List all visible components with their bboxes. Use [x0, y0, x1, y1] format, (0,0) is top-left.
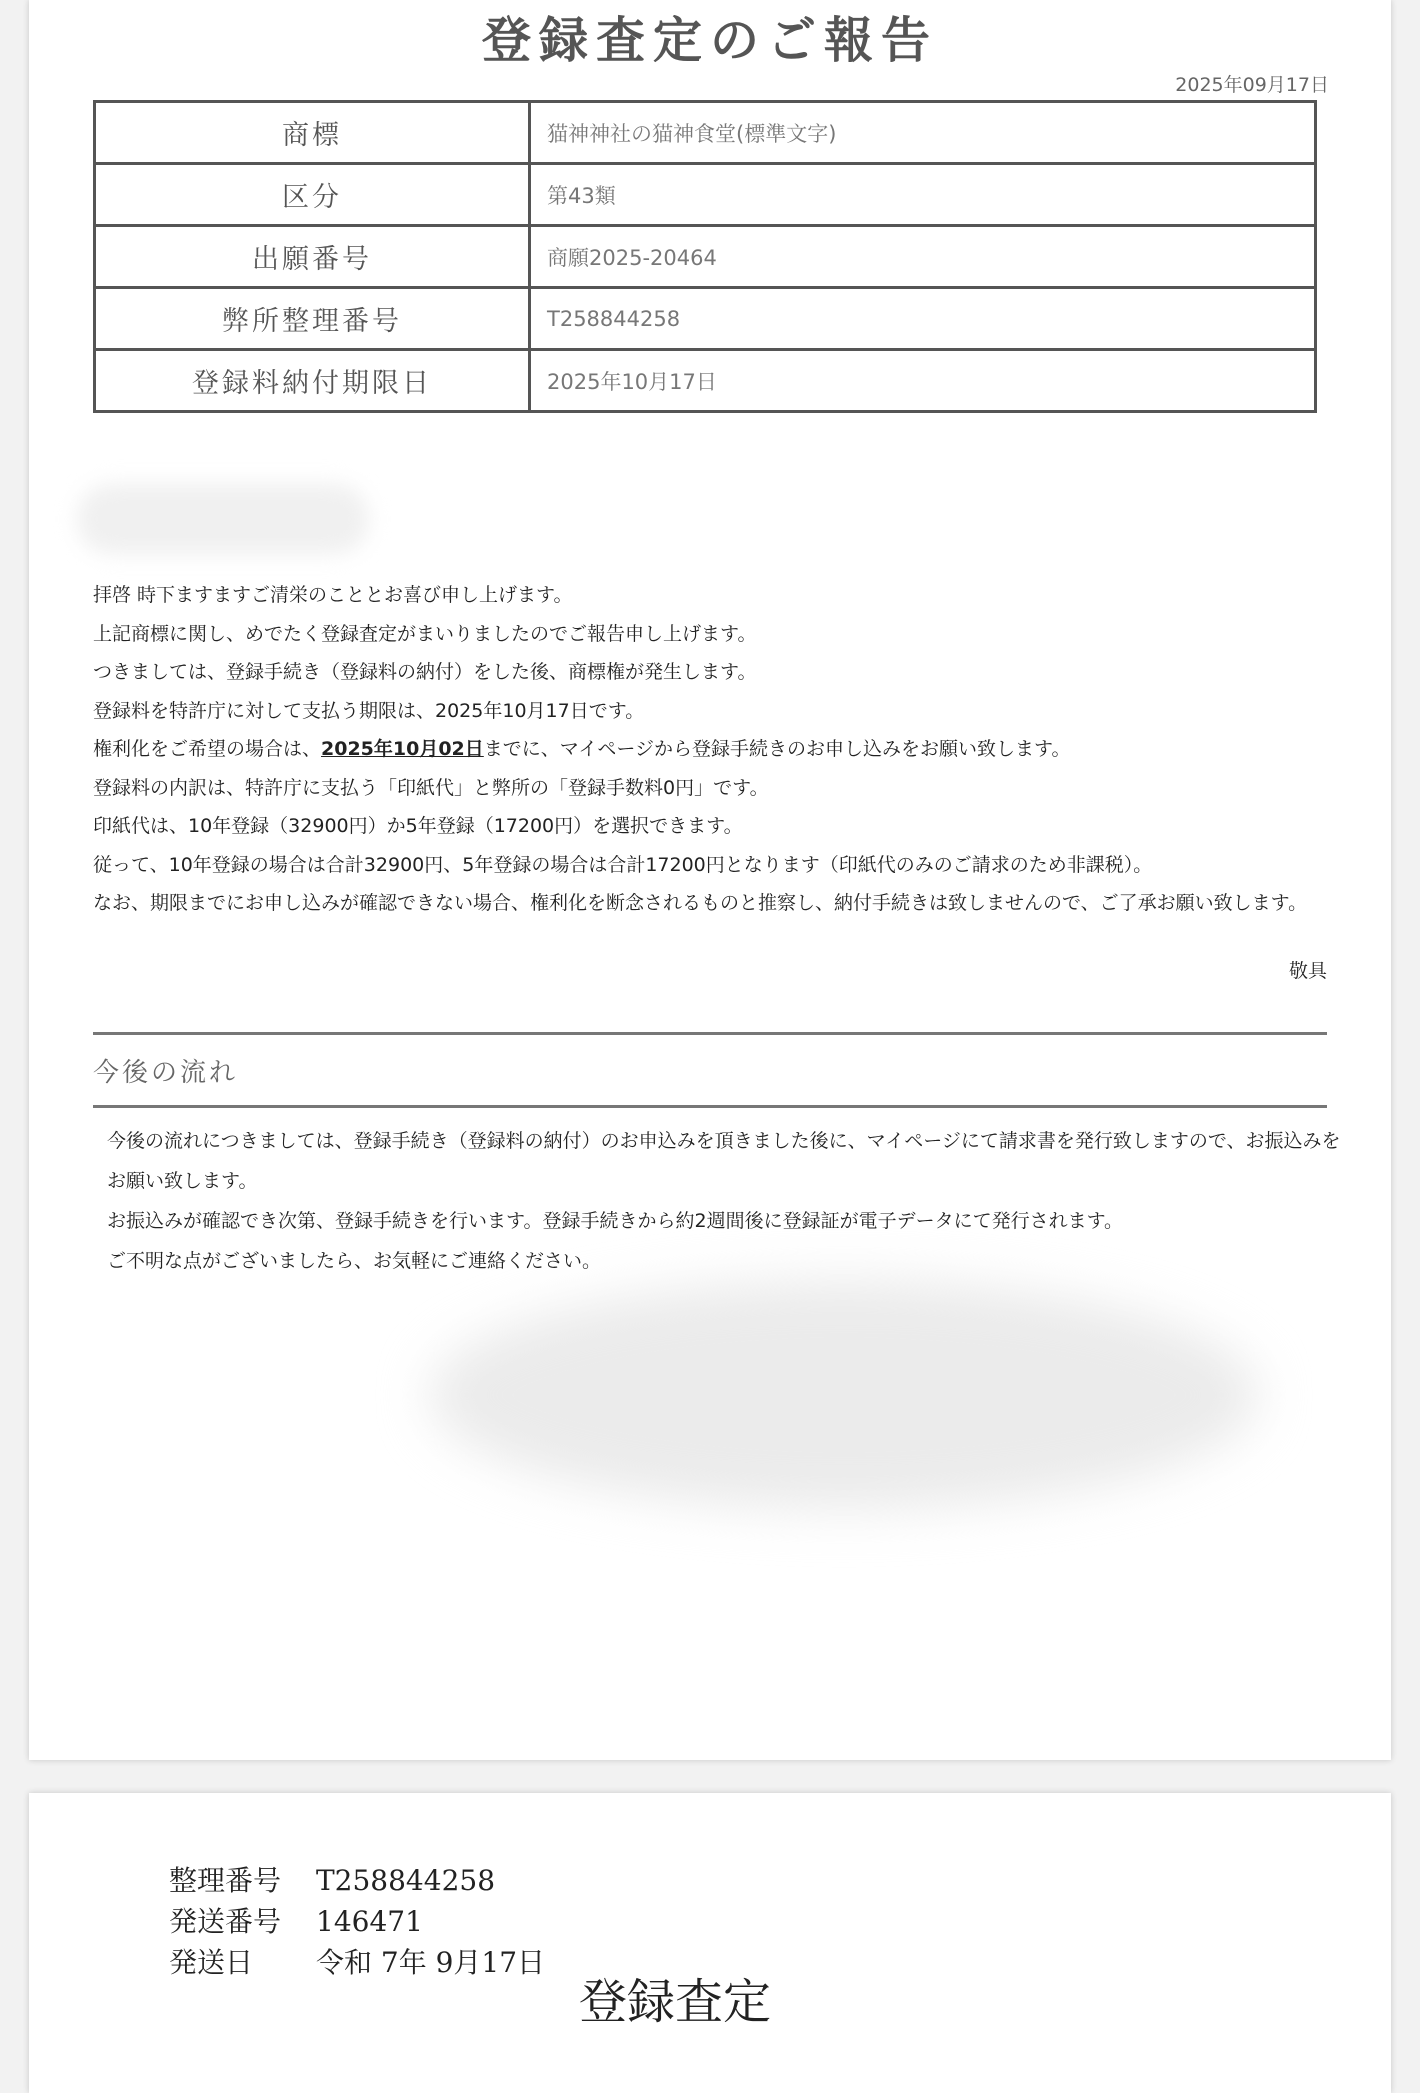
table-row: [95, 288, 1316, 350]
flow-paragraph: お振込みが確認でき次第、登録手続きを行います。登録手続きから約2週間後に登録証が電子データにて発行されます。: [107, 1210, 1124, 1232]
table-row: [95, 102, 1316, 164]
flow-paragraph: ご不明な点がございましたら、お気軽にご連絡ください。: [107, 1250, 602, 1272]
row-label: 弊所整理番号: [95, 288, 530, 350]
trademark-info-table: [93, 100, 1317, 413]
letter-line: 上記商標に関し、めでたく登録査定がまいりましたのでご報告申し上げます。: [93, 622, 757, 645]
meta-row: [169, 1860, 545, 1901]
divider: [93, 1105, 1327, 1108]
report-title: 登録査定のご報告: [481, 12, 938, 69]
row-label: 出願番号: [95, 226, 530, 288]
letter-text: までに、マイページから登録手続きのお申し込みをお願い致します。: [483, 738, 1071, 760]
table-row: [95, 226, 1316, 288]
meta-row: [169, 1901, 545, 1942]
redacted-area: [429, 1280, 1259, 1510]
flow-heading: 今後の流れ: [93, 1058, 239, 1088]
letter-line: 従って、10年登録の場合は合計32900円、5年登録の場合は合計17200円となります（印紙代のみのご請求のため非課税）。: [93, 853, 1153, 876]
letter-text: 権利化をご希望の場合は、: [93, 738, 322, 760]
redacted-area: [77, 484, 369, 554]
letter-line: 登録料を特許庁に対して支払う期限は、2025年10月17日です。: [93, 699, 645, 722]
closing-regards: 敬具: [1288, 960, 1327, 982]
letter-line: 印紙代は、10年登録（32900円）か5年登録（17200円）を選択できます。: [93, 815, 743, 837]
notice-title: 登録査定: [579, 1974, 772, 2030]
divider: [93, 1032, 1327, 1035]
row-label: 区分: [95, 164, 530, 226]
letter-line: なお、期限までにお申し込みが確認できない場合、権利化を断念されるものと推察し、納付手続きは致しませんので、ご了承お願い致します。: [93, 892, 1308, 914]
meta-label: 発送日: [169, 1946, 254, 1979]
flow-body: [107, 1121, 1357, 1281]
notice-page: [29, 1793, 1391, 2093]
meta-label: 整理番号: [169, 1864, 282, 1897]
meta-label: 発送番号: [169, 1905, 282, 1938]
report-page: [29, 0, 1391, 1760]
table-row: [95, 164, 1316, 226]
deadline-date: 2025年10月02日: [321, 738, 484, 760]
row-label: 登録料納付期限日: [95, 350, 530, 412]
row-value: 2025年10月17日: [530, 350, 1316, 412]
row-value: 猫神神社の猫神食堂(標準文字): [530, 102, 1316, 164]
letter-line: [93, 730, 1363, 769]
report-date: 2025年09月17日: [1175, 74, 1329, 96]
meta-value: T258844258: [316, 1864, 496, 1897]
row-value: T258844258: [530, 288, 1316, 350]
letter-line: 拝啓 時下ますますご清栄のこととお喜び申し上げます。: [93, 584, 573, 606]
row-value: 商願2025-20464: [530, 226, 1316, 288]
meta-value: 146471: [316, 1905, 423, 1938]
meta-row: [169, 1942, 545, 1983]
notice-meta: [169, 1860, 545, 1983]
meta-value: 令和 7年 9月17日: [316, 1946, 546, 1979]
table-row: [95, 350, 1316, 412]
row-label: 商標: [95, 102, 530, 164]
letter-line: つきましては、登録手続き（登録料の納付）をした後、商標権が発生します。: [93, 661, 757, 683]
letter-body: [93, 576, 1363, 923]
row-value: 第43類: [530, 164, 1316, 226]
letter-line: 登録料の内訳は、特許庁に支払う「印紙代」と弊所の「登録手数料0円」です。: [93, 776, 769, 799]
flow-paragraph: 今後の流れにつきましては、登録手続き（登録料の納付）のお申込みを頂きました後に、マイページにて請求書を発行致しますので、お振込みをお願い致します。: [107, 1130, 1341, 1192]
